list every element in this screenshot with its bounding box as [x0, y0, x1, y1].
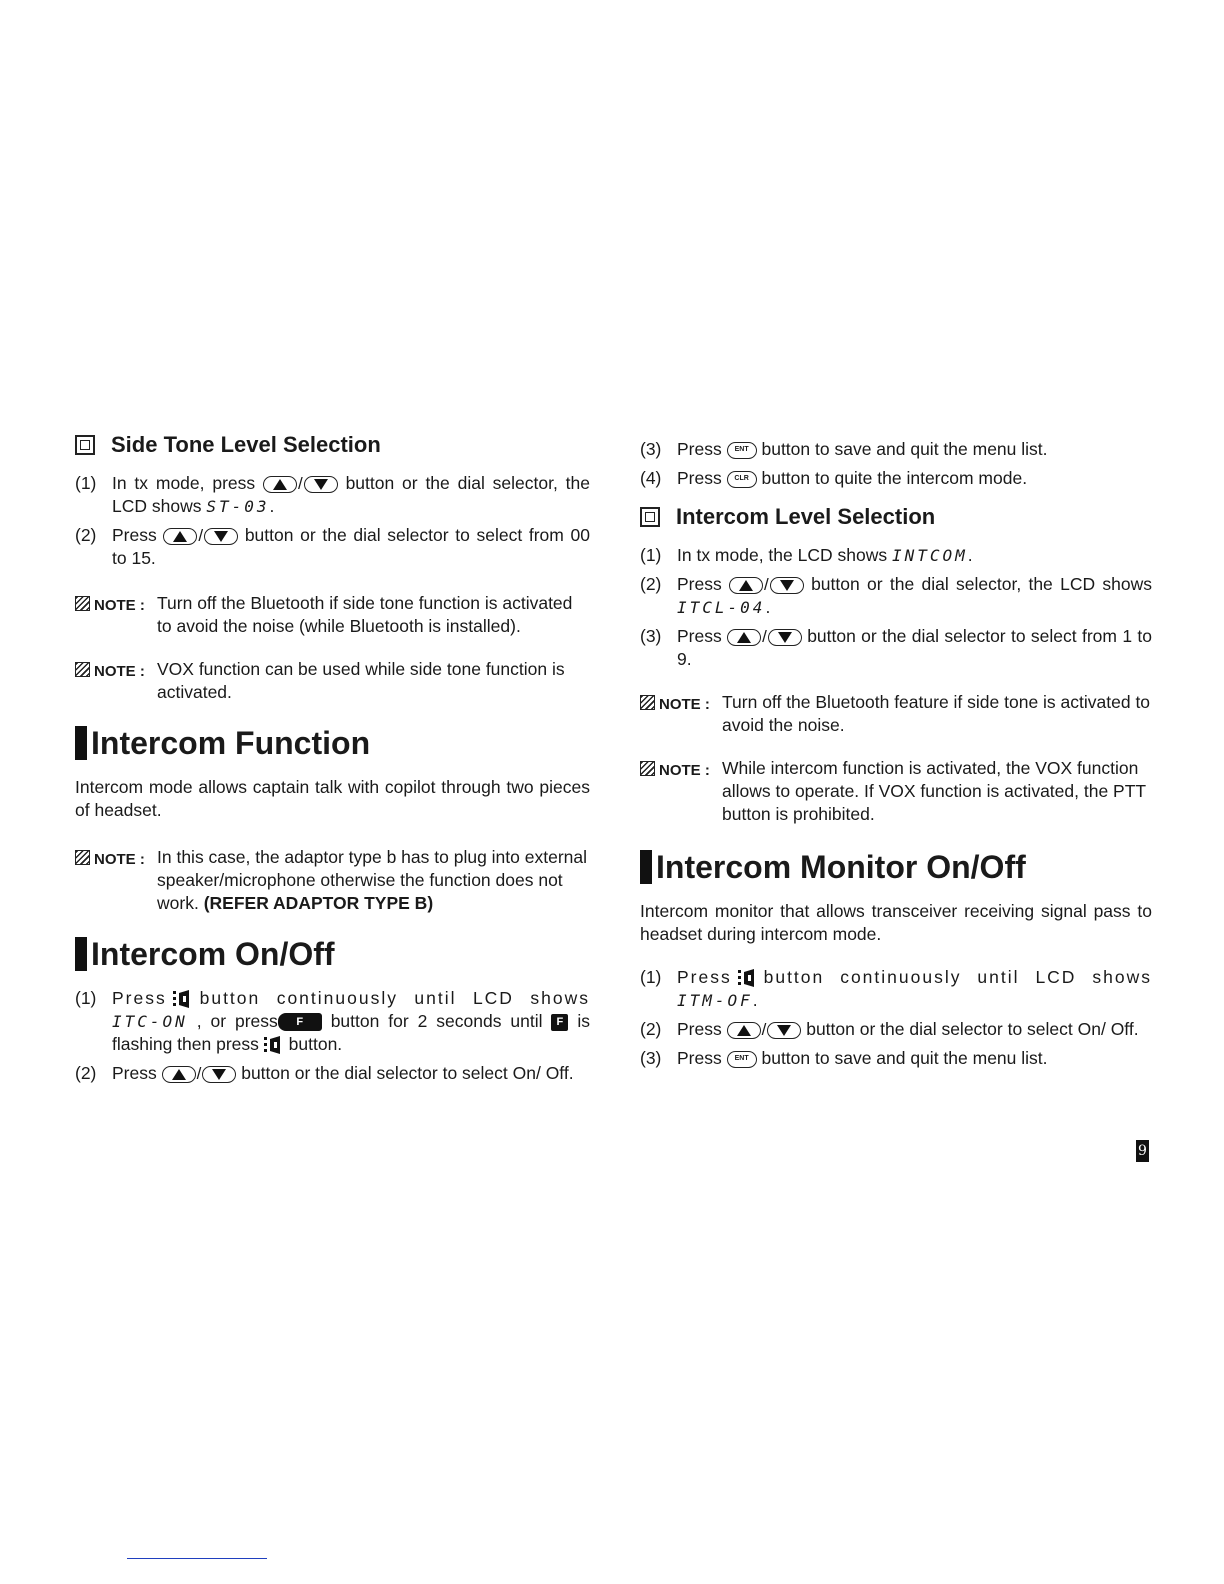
intercom-button-icon: [173, 989, 193, 1009]
up-arrow-button-icon: [727, 1022, 761, 1039]
f-button-icon: F: [278, 1013, 322, 1031]
list-item: (1) In tx mode, press / button or the dial selector, the LCD shows ST-03.: [75, 473, 590, 516]
page-number: 9: [1136, 1140, 1149, 1162]
f-indicator-icon: F: [551, 1014, 568, 1031]
list-item: (2) Press / button or the dial selector to select On/ Off.: [640, 1019, 1139, 1039]
note: NOTE : Turn off the Bluetooth feature if side tone is activated to avoid the noise.: [640, 691, 1152, 737]
footer-divider: [127, 1558, 267, 1559]
clr-button-icon: CLR: [727, 471, 757, 488]
list-item: (3) Press ENT button to save and quit the menu list.: [640, 1048, 1048, 1068]
up-arrow-button-icon: [727, 629, 761, 646]
lcd-readout: INTCOM: [891, 546, 968, 565]
lcd-readout: ITCL-04: [677, 598, 766, 617]
up-arrow-button-icon: [263, 476, 297, 493]
note-icon: [75, 662, 90, 677]
intercom-button-icon: [264, 1035, 284, 1055]
note-icon: [75, 850, 90, 865]
side-tone-heading: Side Tone Level Selection: [75, 432, 590, 458]
down-arrow-button-icon: [770, 577, 804, 594]
intercom-onoff-heading: Intercom On/Off: [75, 935, 590, 973]
right-column: [640, 432, 1152, 1076]
intercom-level-steps: [640, 544, 1152, 671]
ent-button-icon: ENT: [727, 442, 757, 459]
lcd-readout: ST-03: [206, 497, 270, 516]
list-item: (4) Press CLR button to quite the intercom mode.: [640, 468, 1028, 488]
lcd-readout: ITM-OF: [677, 991, 753, 1010]
down-arrow-button-icon: [768, 629, 802, 646]
list-item: (2) Press / button or the dial selector, the LCD shows ITCL-04.: [640, 574, 1152, 617]
heading-bar-icon: [75, 726, 87, 760]
section-box-icon: [75, 435, 95, 455]
note: NOTE : VOX function can be used while side tone function is activated.: [75, 658, 590, 704]
intercom-monitor-description: Intercom monitor that allows transceiver receiving signal pass to headset during intercom mode.: [640, 901, 1152, 944]
note-icon: [640, 695, 655, 710]
intercom-function-description: Intercom mode allows captain talk with copilot through two pieces of headset.: [75, 777, 590, 820]
note-icon: [75, 596, 90, 611]
intercom-level-heading: Intercom Level Selection: [640, 504, 1152, 530]
intercom-onoff-steps: [75, 987, 590, 1085]
down-arrow-button-icon: [202, 1066, 236, 1083]
note: NOTE : While intercom function is activated, the VOX function allows to operate. If VOX function is activated, the PTT button is prohibited.: [640, 757, 1152, 826]
ent-button-icon: ENT: [727, 1051, 757, 1068]
intercom-button-icon: [738, 968, 758, 988]
side-tone-steps: [75, 472, 590, 570]
section-box-icon: [640, 507, 660, 527]
list-item: (1) Press button continuously until LCD shows ITM-OF.: [640, 967, 1152, 1010]
heading-bar-icon: [75, 937, 87, 971]
lcd-readout: ITC-ON: [112, 1012, 188, 1031]
list-item: (3) Press / button or the dial selector to select from 1 to 9.: [640, 626, 1152, 669]
intercom-monitor-heading: Intercom Monitor On/Off: [640, 848, 1152, 886]
intercom-monitor-steps: [640, 966, 1152, 1070]
list-item: (1) Press button continuously until LCD shows ITC-ON , or press F button for 2 seconds until F is flashing then press button.: [75, 988, 590, 1054]
down-arrow-button-icon: [767, 1022, 801, 1039]
intercom-function-heading: Intercom Function: [75, 724, 590, 762]
list-item: (2) Press / button or the dial selector to select from 00 to 15.: [75, 525, 590, 568]
up-arrow-button-icon: [163, 528, 197, 545]
list-item: (1) In tx mode, the LCD shows INTCOM.: [640, 545, 973, 565]
intercom-onoff-steps-continued: [640, 438, 1152, 490]
down-arrow-button-icon: [204, 528, 238, 545]
note: NOTE : Turn off the Bluetooth if side tone function is activated to avoid the noise (while Bluetooth is installed).: [75, 592, 590, 638]
down-arrow-button-icon: [304, 476, 338, 493]
heading-bar-icon: [640, 850, 652, 884]
up-arrow-button-icon: [729, 577, 763, 594]
list-item: (3) Press ENT button to save and quit the menu list.: [640, 439, 1048, 459]
note: NOTE : In this case, the adaptor type b has to plug into external speaker/microphone otherwise the function does not work. (REFER ADAPTOR TYPE B): [75, 846, 590, 915]
list-item: (2) Press / button or the dial selector to select On/ Off.: [75, 1063, 574, 1083]
note-icon: [640, 761, 655, 776]
up-arrow-button-icon: [162, 1066, 196, 1083]
left-column: [75, 432, 590, 1091]
